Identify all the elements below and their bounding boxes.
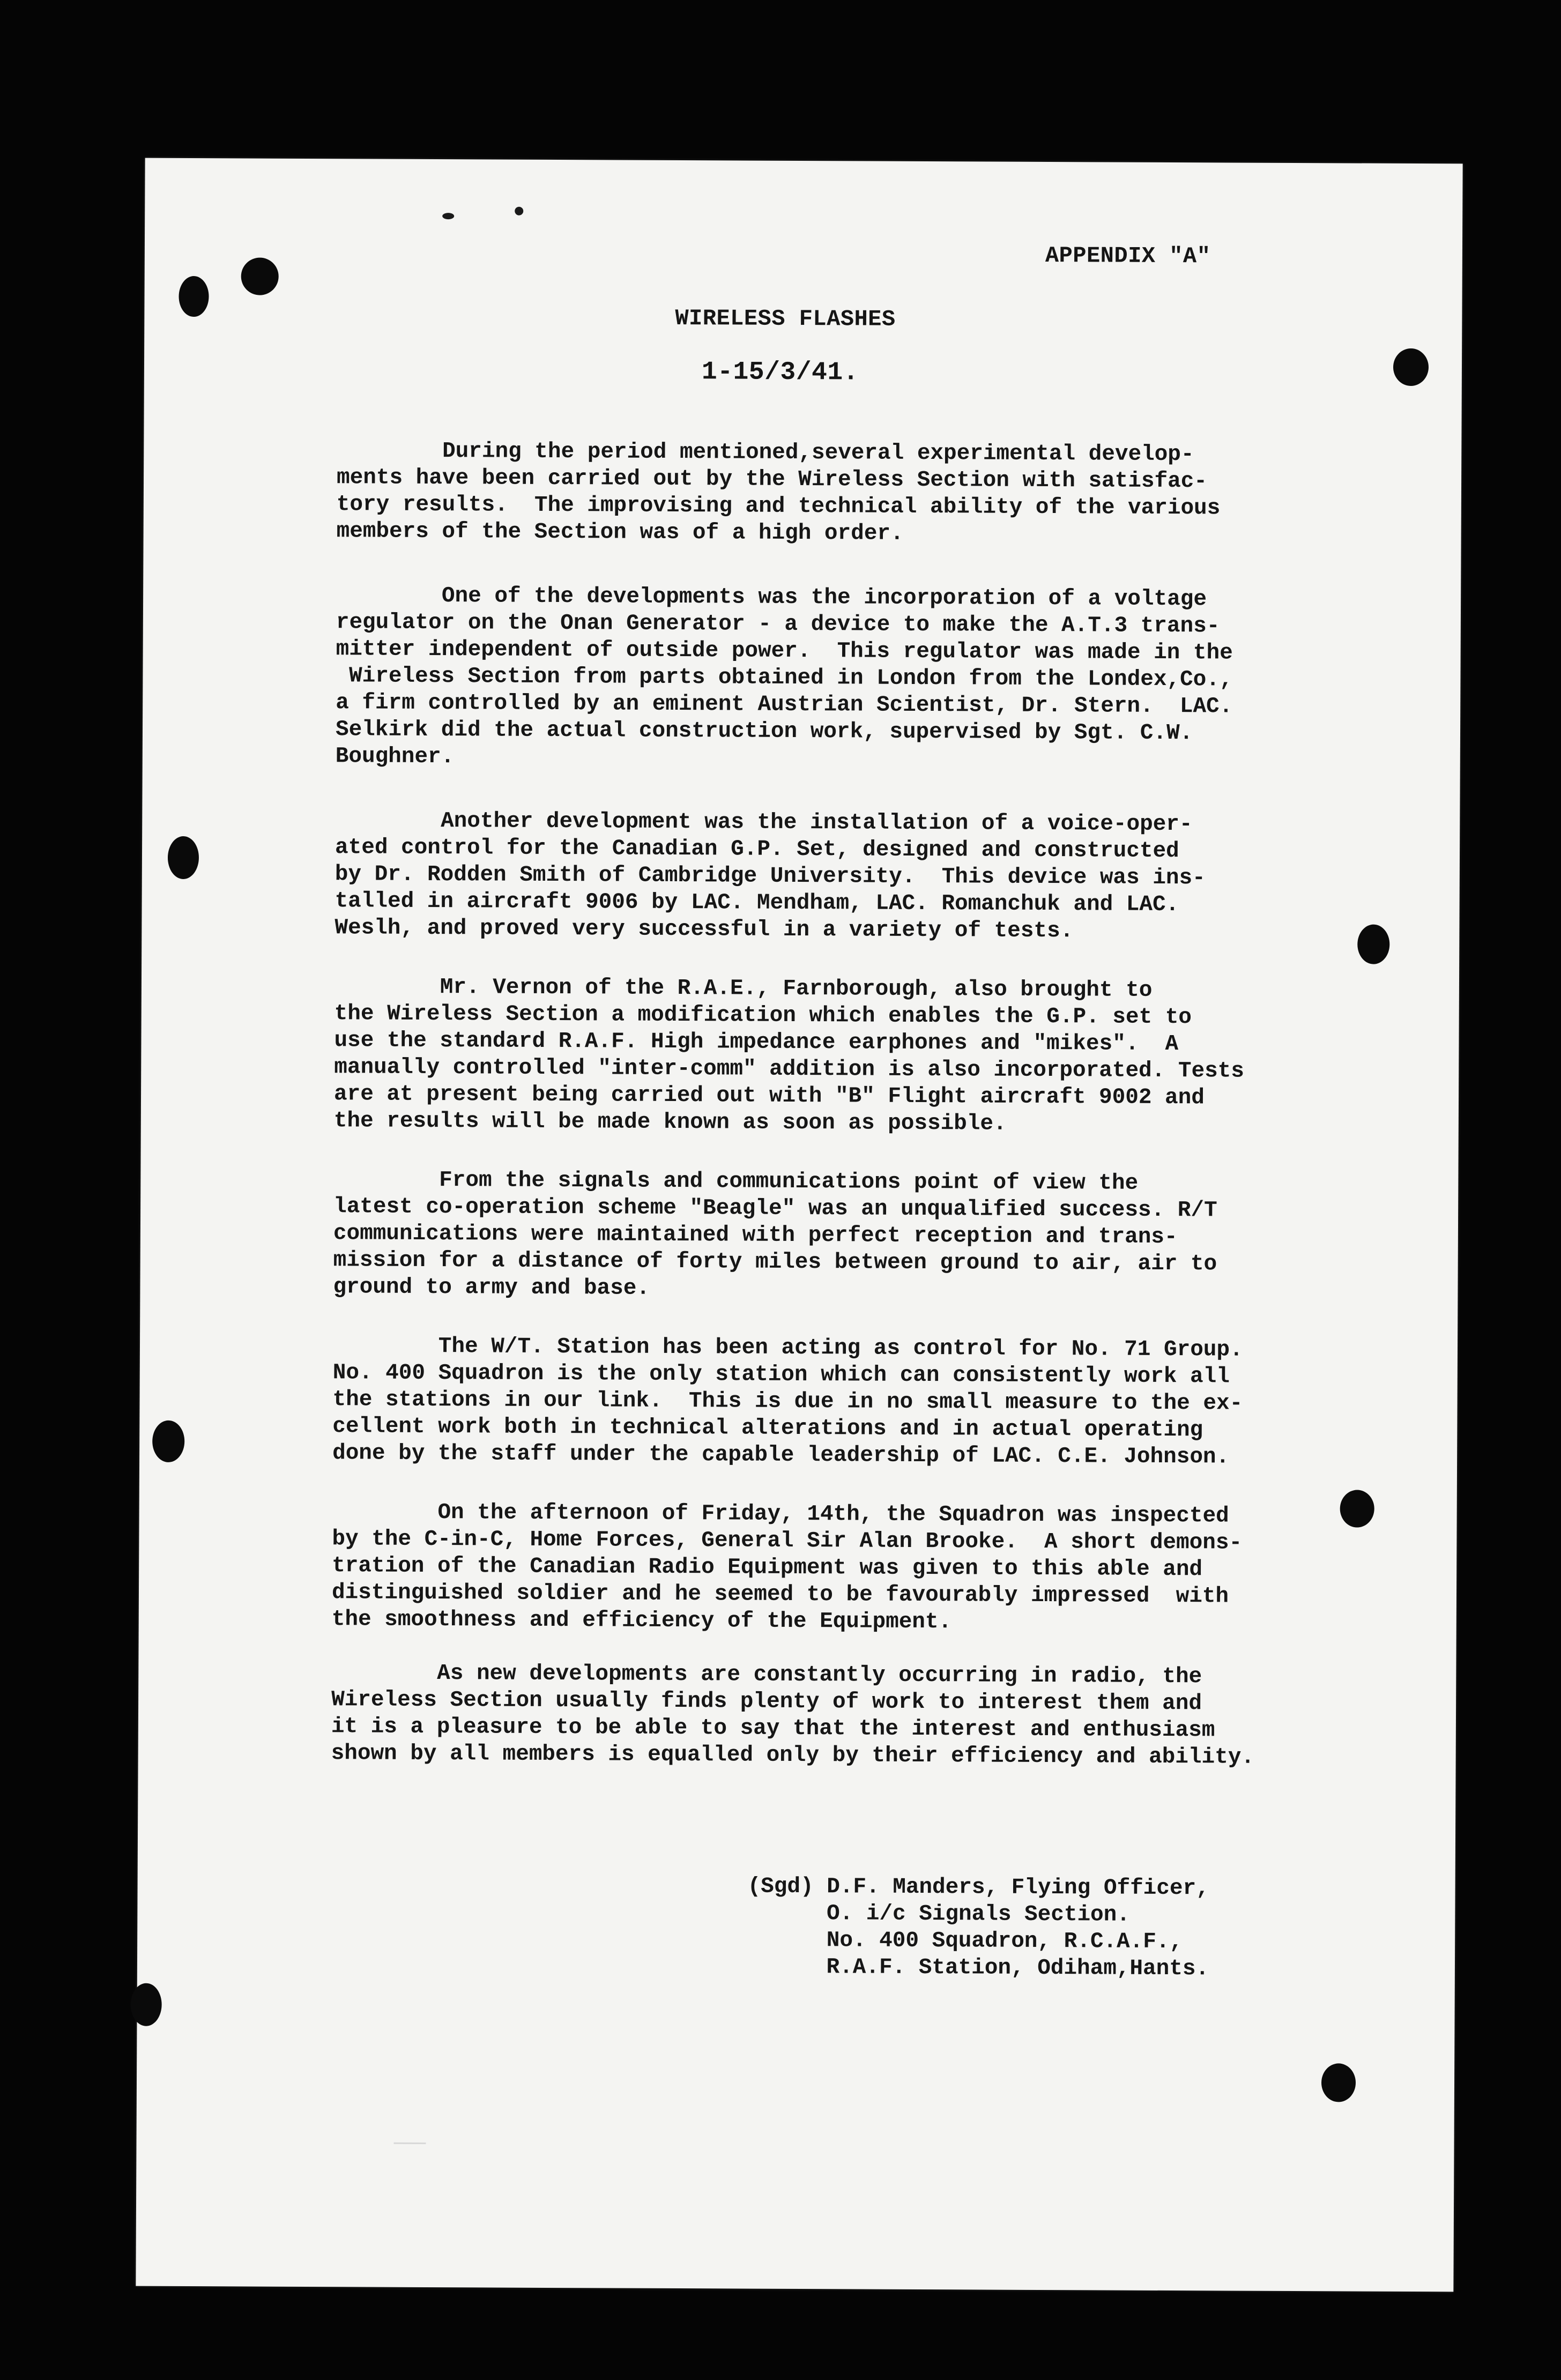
text-line: shown by all members is equalled only by their efficiency and ability. (331, 1741, 1255, 1770)
paragraph-3 (334, 807, 1278, 946)
text-line: the stations in our link. This is due in no small measure to the ex- (332, 1387, 1243, 1416)
text-line: tory results. The improvising and technical ability of the various (336, 492, 1221, 521)
text-line: Wireless Section from parts obtained in London from the Londex,Co., (336, 664, 1233, 693)
punch-hole (168, 836, 199, 879)
text-line: a firm controlled by an eminent Austrian Scientist, Dr. Stern. LAC. (336, 690, 1233, 719)
text-line: One of the developments was the incorporation of a voltage (336, 583, 1207, 612)
text-line: mission for a distance of forty miles between ground to air, air to (333, 1248, 1217, 1277)
text-line: ated control for the Canadian G.P. Set, designed and constructed (334, 835, 1179, 864)
text-line: manually controlled "inter-comm" addition is also incorporated. Tests (334, 1055, 1245, 1084)
appendix-label: APPENDIX "A" (1045, 242, 1211, 270)
text-line: the results will be made known as soon as possible. (333, 1109, 1007, 1136)
text-line: On the afternoon of Friday, 14th, the Squadron was inspected (332, 1500, 1229, 1529)
text-line: No. 400 Squadron is the only station which can consistently work all (332, 1360, 1230, 1389)
page-crease (394, 2143, 426, 2144)
punch-hole (1357, 925, 1389, 964)
text-line: it is a pleasure to be able to say that the interest and enthusiasm (331, 1714, 1215, 1743)
text-line: From the signals and communications point of view the (333, 1167, 1139, 1196)
text-line: ments have been carried out by the Wireless Section with satisfac- (336, 465, 1208, 494)
text-line: the Wireless Section a modification which enables the G.P. set to (334, 1001, 1192, 1030)
text-line: Wireless Section usually finds plenty of work to interest them and (331, 1687, 1202, 1716)
paragraph-2 (336, 582, 1280, 774)
text-line: tration of the Canadian Radio Equipment was given to this able and (332, 1553, 1203, 1582)
text-line: Another development was the installation of a voice-oper- (335, 808, 1193, 837)
text-line: ground to army and base. (333, 1275, 650, 1301)
punch-hole (130, 1983, 161, 2026)
text-line: by the C-in-C, Home Forces, General Sir Alan Brooke. A short demons- (332, 1527, 1243, 1556)
text-line: latest co-operation scheme "Beagle" was an unqualified success. R/T (333, 1194, 1217, 1223)
text-line: The W/T. Station has been acting as control for No. 71 Group. (332, 1334, 1243, 1363)
text-line: distinguished soldier and he seemed to be favourably impressed with (331, 1580, 1229, 1609)
paragraph-5 (333, 1166, 1277, 1305)
ink-speck (515, 207, 523, 215)
paragraph-1 (337, 437, 1281, 549)
signature-line: R.A.F. Station, Odiham,Hants. (747, 1954, 1209, 1982)
signature-block (747, 1873, 1209, 1983)
text-line: the smoothness and efficiency of the Equipment. (331, 1607, 952, 1635)
text-line: communications were maintained with perfect reception and trans- (333, 1221, 1178, 1250)
paragraph-7 (332, 1499, 1276, 1637)
text-line: cellent work both in technical alterations and in actual operating (332, 1414, 1203, 1443)
text-line: As new developments are constantly occurring in radio, the (331, 1661, 1202, 1690)
text-line: During the period mentioned,several experimental develop- (337, 438, 1194, 467)
text-line: Boughner. (335, 744, 455, 770)
punch-hole (1393, 348, 1429, 386)
signature-line: (Sgd) D.F. Manders, Flying Officer, (747, 1874, 1209, 1901)
text-line: use the standard R.A.F. High impedance earphones and "mikes". A (334, 1028, 1179, 1057)
signature-line: No. 400 Squadron, R.C.A.F., (747, 1928, 1183, 1955)
punch-hole (1321, 2063, 1356, 2102)
text-line: Weslh, and proved very successful in a variety of tests. (334, 916, 1074, 944)
punch-hole (1340, 1490, 1374, 1527)
text-line: talled in aircraft 9006 by LAC. Mendham, LAC. Romanchuk and LAC. (334, 889, 1179, 918)
text-line: mitter independent of outside power. This regulator was made in the (336, 637, 1233, 666)
document-page (136, 158, 1462, 2292)
document-title: WIRELESS FLASHES (675, 305, 896, 332)
text-line: Mr. Vernon of the R.A.E., Farnborough, also brought to (334, 975, 1153, 1003)
document-date: 1-15/3/41. (701, 358, 859, 388)
punch-hole (241, 257, 279, 295)
text-line: Selkirk did the actual construction work, supervised by Sgt. C.W. (335, 717, 1193, 746)
text-line: done by the staff under the capable leadership of LAC. C.E. Johnson. (332, 1441, 1230, 1470)
paragraph-6 (332, 1333, 1276, 1471)
text-line: regulator on the Onan Generator - a device to make the A.T.3 trans- (336, 610, 1220, 639)
paragraph-4 (334, 973, 1278, 1139)
text-line: by Dr. Rodden Smith of Cambridge University. This device was ins- (334, 862, 1206, 891)
text-line: members of the Section was of a high order. (336, 519, 904, 546)
punch-hole (179, 276, 209, 317)
text-line: are at present being carried out with "B" Flight aircraft 9002 and (333, 1082, 1205, 1111)
signature-line: O. i/c Signals Section. (747, 1901, 1131, 1928)
paragraph-8 (331, 1660, 1275, 1771)
punch-hole (152, 1420, 184, 1462)
ink-speck (442, 213, 454, 219)
